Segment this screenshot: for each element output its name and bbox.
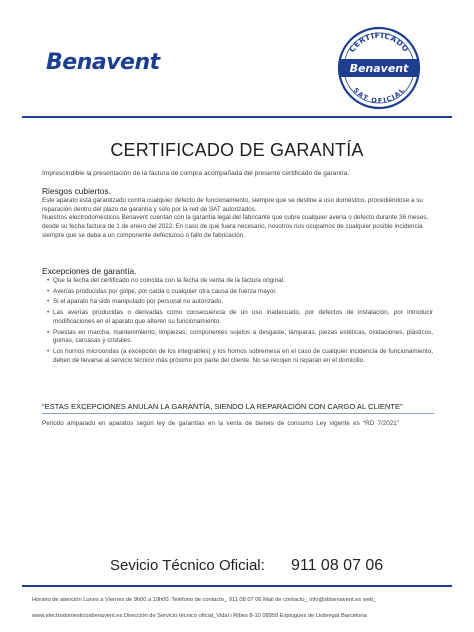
- top-divider: [22, 116, 452, 118]
- risks-paragraph: Este aparato está garantizado contra cualquier defecto de funcionamiento, siempre que se destine a uso doméstico, procediéndose a su reparación dentro del plazo de garantía y sólo por la red de SAT autorizados.: [42, 197, 423, 213]
- service-contact: [110, 557, 383, 575]
- certified-seal: [337, 26, 421, 110]
- document-title: CERTIFICADO DE GARANTÍA: [110, 140, 364, 160]
- exceptions-list: [47, 277, 433, 367]
- warning-divider: [42, 413, 434, 414]
- warning-statement: “ESTAS EXCEPCIONES ANULAN LA GARANTÍA, SIENDO LA REPARACIÓN CON CARGO AL CLIENTE”: [42, 402, 403, 411]
- list-item: • Si el aparato ha sido manipulado por personal no autorizado.: [47, 298, 433, 307]
- service-phone: 911 08 07 06: [290, 557, 384, 574]
- brand-logo: Benavent: [46, 50, 160, 75]
- warranty-period: Periodo amparado en aparatos según ley de garantías en la venta de bienes de consumo Ley vigente es “RD 7/2021”: [42, 420, 399, 427]
- bottom-divider: [22, 585, 452, 587]
- risks-heading: Riesgos cubiertos.: [42, 186, 111, 196]
- list-item: • Los hornos microondas (a excepción de los integrables) y los hornos sobremesa en el caso de cualquier incidencia de funcionamiento, deben de llevarse al servicio técnico más próximo por parte del cliente. No se recojen ni reparan en el domicilio.: [47, 348, 433, 365]
- seal-bottom-text: SAT OFICIAL: [351, 86, 407, 105]
- service-label: Sevicio Técnico Oficial:: [110, 557, 265, 574]
- footer-address: www.electrodomesticosbenavent.es Dirección de Servicio técnico oficial_Vidal i Ribes 8-10 08950 Esplugues de Llobregat Barcelona: [32, 613, 367, 619]
- exceptions-heading: Excepciones de garantía.: [42, 266, 137, 276]
- list-item: • Las averías producidas o derivadas como consecuencia de un uso inadecuado, por defectos de instalación, por introducir modificaciones en el aparato que alteren su funcionamiento.: [47, 309, 433, 326]
- list-item: • Que la fecha del certificado no coincida con la fecha de venta de la factura original.: [47, 277, 433, 286]
- seal-brand-text: Benavent: [349, 62, 409, 75]
- list-item: • Averías producidas por golpe, por caída o cualquier otra causa de fuerza mayor.: [47, 288, 433, 297]
- intro-text: Imprescindible la presentación de la factura de compra acompañada del presente certificado de garantía.: [42, 170, 350, 177]
- list-item: • Puestas en marcha, mantenimiento, limpiezas, componentes sujetos a desgaste, lámparas, piezas estéticas, oxidaciones, plásticos, gomas, carcasas y cristales.: [47, 329, 433, 346]
- footer-hours: Horario de atención Lunes a Viernes de 9h00 a 19h00. Teléfono de contacto_ 911 08 07 06 Mail de contacto_ info@sbbenavent.es web_: [32, 597, 377, 603]
- seal-top-text: CERTIFICADO: [347, 30, 411, 54]
- risks-paragraph: Nuestros electrodomésticos Benavent cuentan con la garantía legal del fabricante que cubre cualquier avería o defecto durante 36 meses, desde su fecha factura de 1 de enero del 2022. En caso de que fuera necesario, nosotros nos ocupamos de cualquier posible incidencia siempre que se deba a un componente defectuoso o fallo de fabricación.: [42, 214, 429, 239]
- risks-text: [42, 197, 434, 241]
